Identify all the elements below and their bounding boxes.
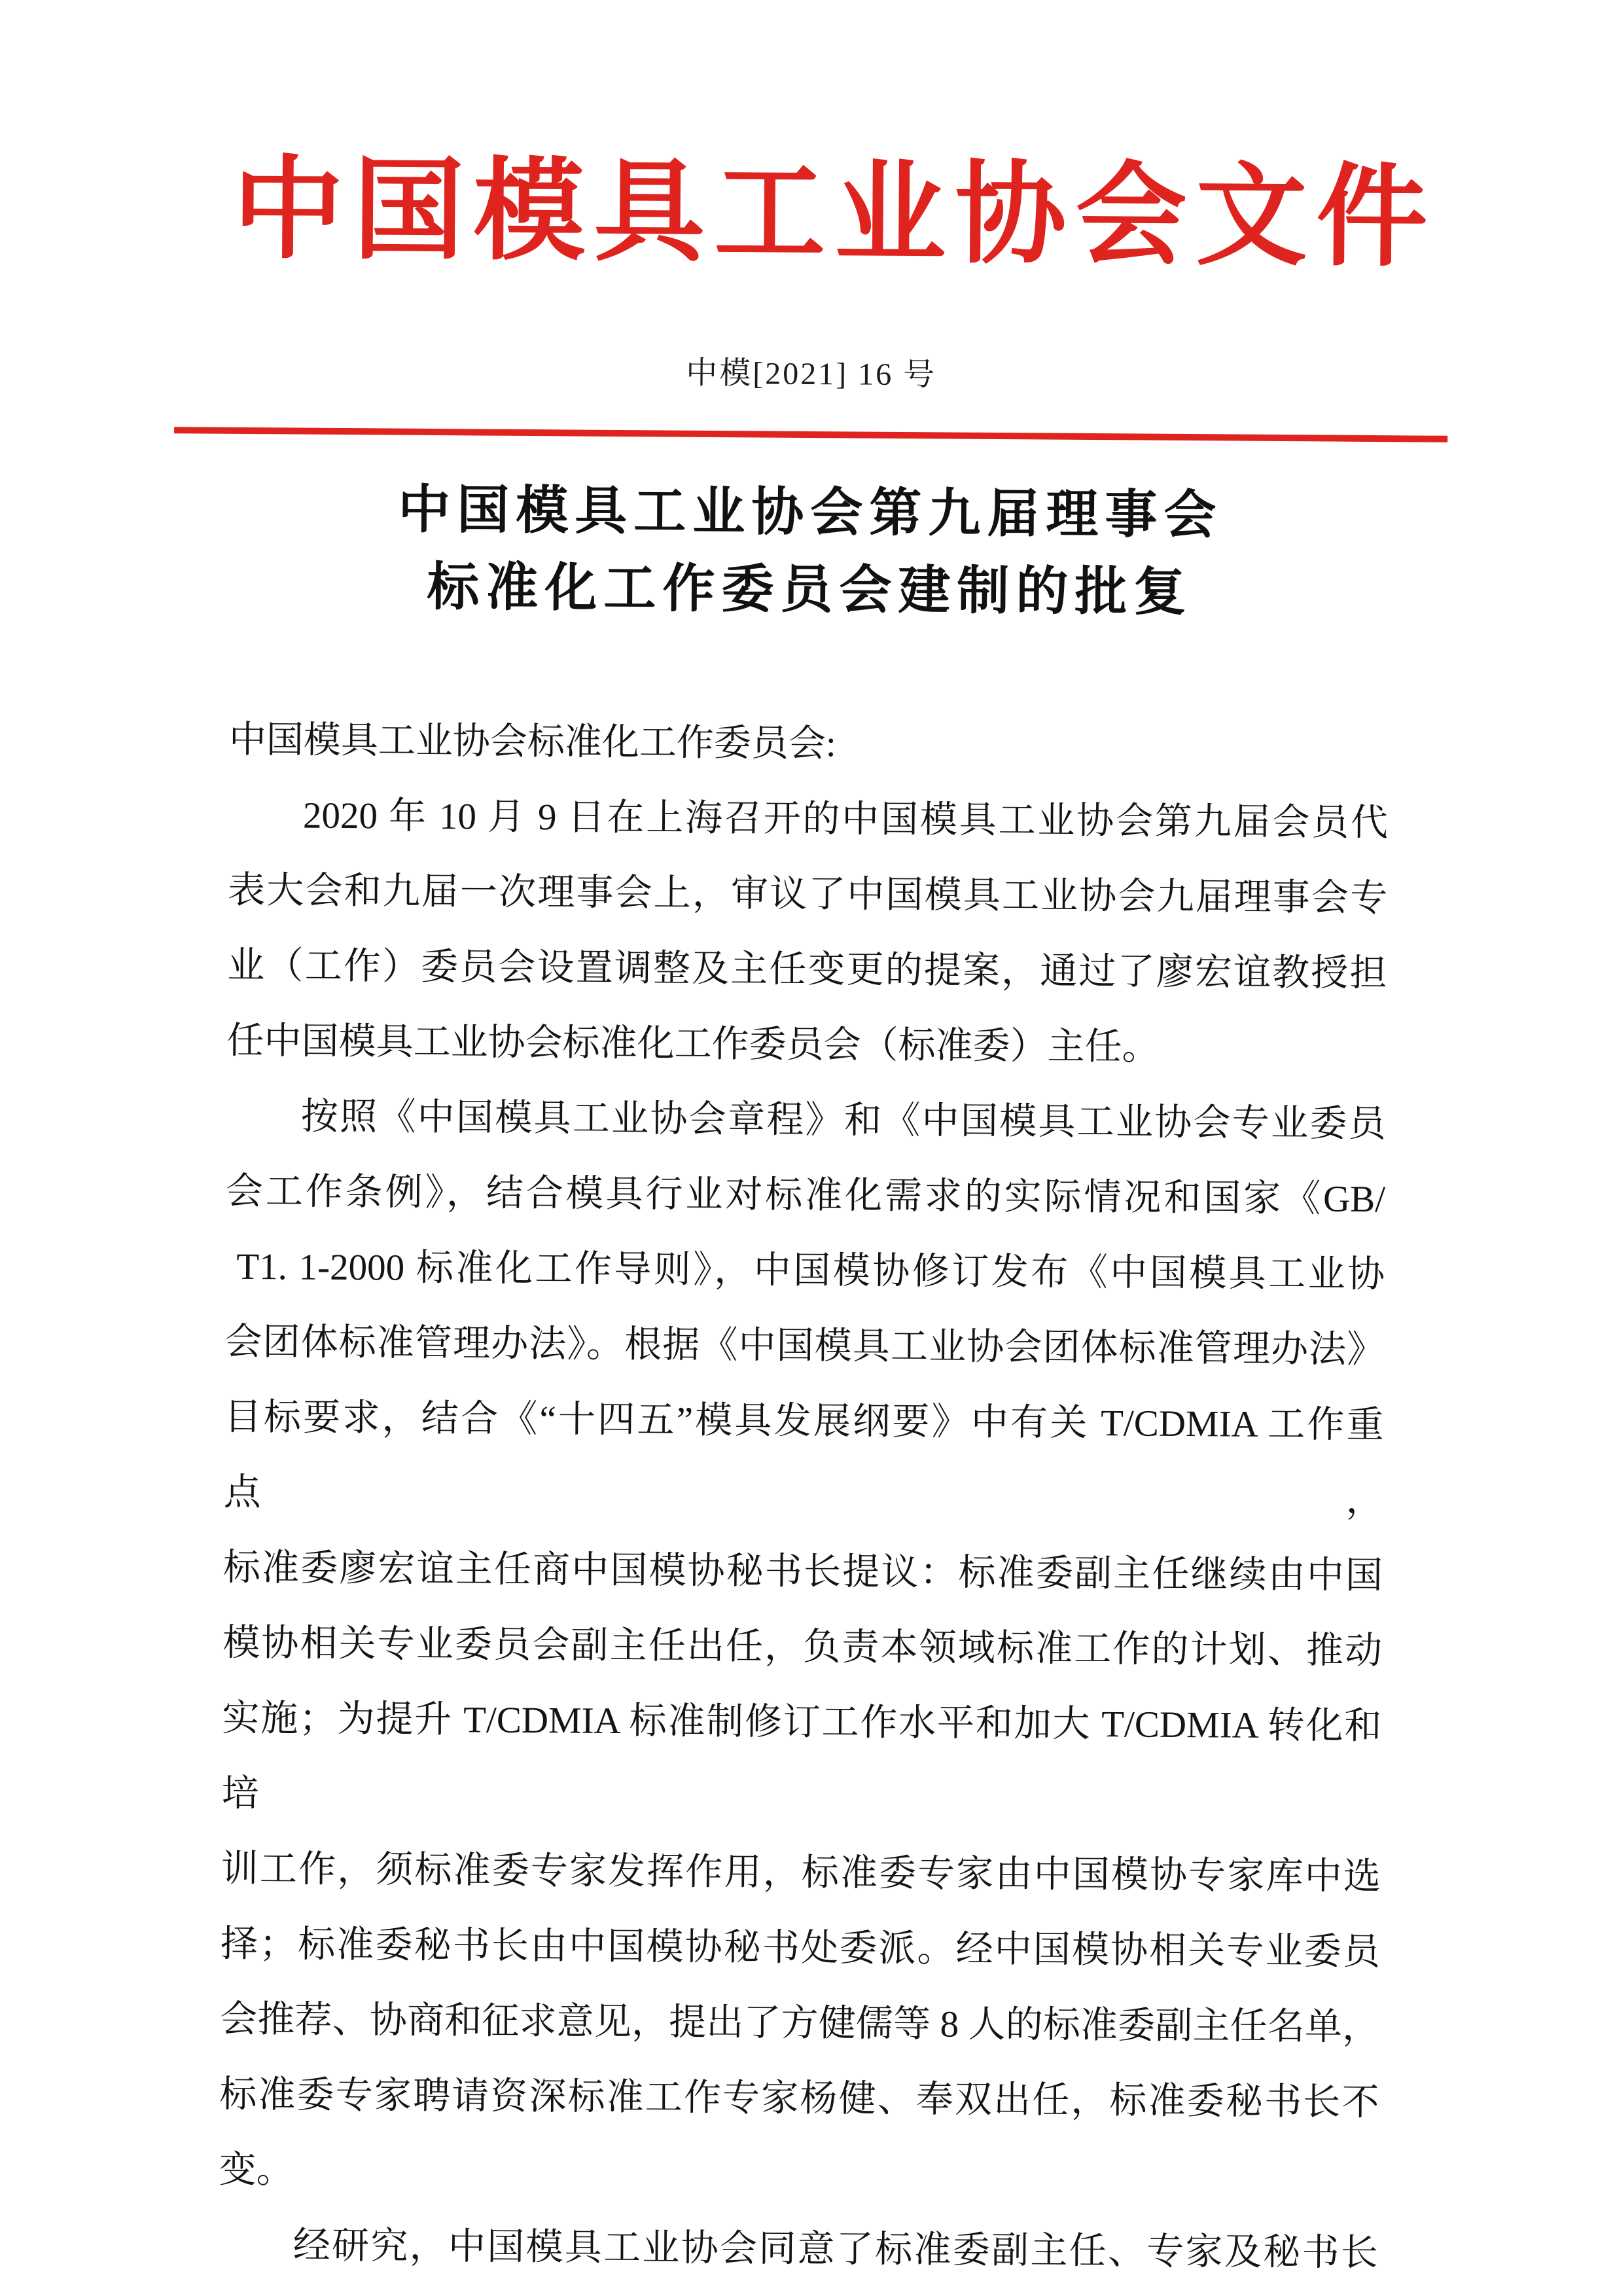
document-title [230,471,1391,633]
body-line: 标准委廖宏谊主任商中国模协秘书长提议：标准委副主任继续由中国 [222,1547,1383,1596]
body-line: 会团体标准管理办法》。根据《中国模具工业协会团体标准管理办法》 [224,1321,1385,1371]
body-line: 2020 年 10 月 9 日在上海召开的中国模具工业协会第九届会员代 [302,795,1389,844]
body-line: 标准委专家聘请资深标准工作专家杨健、奉双出任，标准委秘书长不 [219,2073,1379,2123]
document-title-line-1: 中国模具工业协会第九届理事会 [397,481,1223,545]
body-line: 会推荐、协商和征求意见，提出了方健儒等 8 人的标准委副主任名单， [219,1998,1380,2048]
body-line: 择；标准委秘书长由中国模协秘书处委派。经中国模协相关专业委员 [220,1923,1381,1973]
document-content [218,0,1438,2291]
document-number: 中模[2021] 16 号 [686,355,937,393]
body-line: 模协相关专业委员会副主任出任，负责本领域标准工作的计划、推动 [222,1622,1383,1672]
body-line: 表大会和九届一次理事会上，审议了中国模具工业协会九届理事会专 [228,869,1388,919]
salutation: 中国模具工业协会标准化工作委员会: [228,719,836,765]
body-line: 会工作条例》，结合模具行业对标准化需求的实际情况和国家《GB/ [225,1170,1386,1220]
body-line: 业（工作）委员会设置调整及主任变更的提案，通过了廖宏谊教授担 [227,944,1387,994]
body-line: T1. 1-2000 标准化工作导则》，中国模协修订发布《中国模具工业协 [236,1246,1385,1295]
body-line: 目标要求，结合《“十四五”模具发展纲要》中有关 T/CDMIA 工作重点， [223,1396,1384,1521]
body-line: 训工作，须标准委专家发挥作用，标准委专家由中国模协专家库中选 [221,1848,1381,1897]
document-body [218,702,1389,2291]
body-line: 实施；为提升 T/CDMIA 标准制修订工作水平和加大 T/CDMIA 转化和培 [221,1697,1382,1814]
body-line: 按照《中国模具工业协会章程》和《中国模具工业协会专业委员 [300,1096,1387,1145]
body-line: 经研究，中国模具工业协会同意了标准委副主任、专家及秘书长 [293,2225,1378,2274]
body-line: 变。 [219,2149,294,2191]
document-title-line-2: 标准化工作委员会建制的批复 [427,558,1193,622]
body-text-lines [218,778,1388,2291]
red-divider-line [174,427,1447,442]
body-line: 任中国模具工业协会标准化工作委员会（标准委）主任。 [226,1020,1160,1068]
letterhead-title: 中国模具工业协会文件 [232,148,1438,280]
